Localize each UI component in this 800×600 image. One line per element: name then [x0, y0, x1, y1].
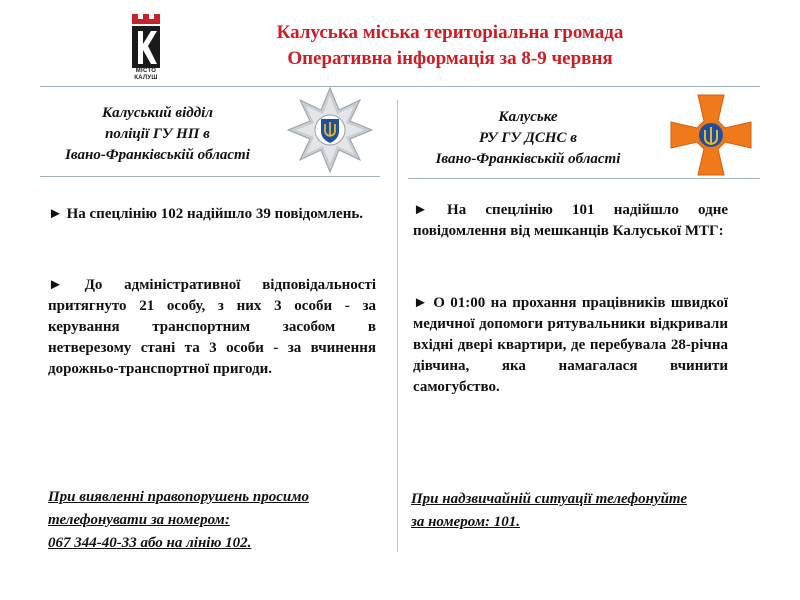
header-title: Калуська міська територіальна громада: [276, 22, 624, 43]
left-title-divider: [40, 176, 380, 177]
police-footer-line1: При виявленні правопорушень просимо: [48, 489, 310, 505]
dsns-incident-paragraph: ► О 01:00 на прохання працівників швидкої медичної допомоги рятувальники відкривали вхідні двері квартири, де перебувала 28-річна дівчина, яка намагалася вчинити самогубство.: [413, 295, 728, 395]
dsns-unit-title: [408, 107, 648, 170]
dsns-title-line1: Калуське: [498, 109, 558, 125]
dsns-phone-number: за номером: 101.: [411, 514, 520, 530]
logo-caption: [118, 68, 174, 82]
police-phone-number: 067 344-40-33 або на лінію 102.: [48, 535, 252, 551]
dsns-calls-paragraph: ► На спецлінію 101 надійшло одне повідомлення від мешканців Калуської МТГ:: [413, 202, 728, 239]
police-calls-paragraph: ► На спецлінію 102 надійшло 39 повідомлень.: [48, 206, 364, 222]
column-divider: [397, 100, 398, 552]
police-contact-footer: [48, 486, 388, 555]
police-unit-title: [40, 103, 275, 166]
police-offenses-paragraph: ► До адміністративної відповідальності притягнуто 21 особу, з них 3 особи - за керування транспортним засобом в нетверезому стані та 3 особи - за вчинення дорожньо-транспортної пригоди.: [48, 277, 376, 377]
top-divider: [40, 86, 760, 87]
police-title-line2: поліції ГУ НП в: [105, 126, 210, 142]
logo-caption-line1: МІСТО: [135, 68, 157, 74]
dsns-footer-line1: При надзвичайній ситуації телефонуйте: [411, 491, 688, 507]
police-title-line3: Івано-Франківській області: [65, 147, 250, 163]
dsns-title-line2: РУ ГУ ДСНС в: [479, 130, 577, 146]
dsns-contact-footer: [411, 488, 751, 534]
page-header: [190, 20, 710, 72]
police-title-line1: Калуський відділ: [102, 105, 213, 121]
right-title-divider: [408, 178, 760, 179]
dsns-cross-emblem-icon: [668, 92, 754, 178]
national-police-star-icon: [285, 85, 375, 175]
logo-caption-line2: КАЛУШ: [134, 75, 158, 81]
header-subtitle: Оперативна інформація за 8-9 червня: [287, 48, 613, 69]
dsns-title-line3: Івано-Франківській області: [435, 151, 621, 167]
police-footer-line2: телефонувати за номером:: [48, 512, 230, 528]
